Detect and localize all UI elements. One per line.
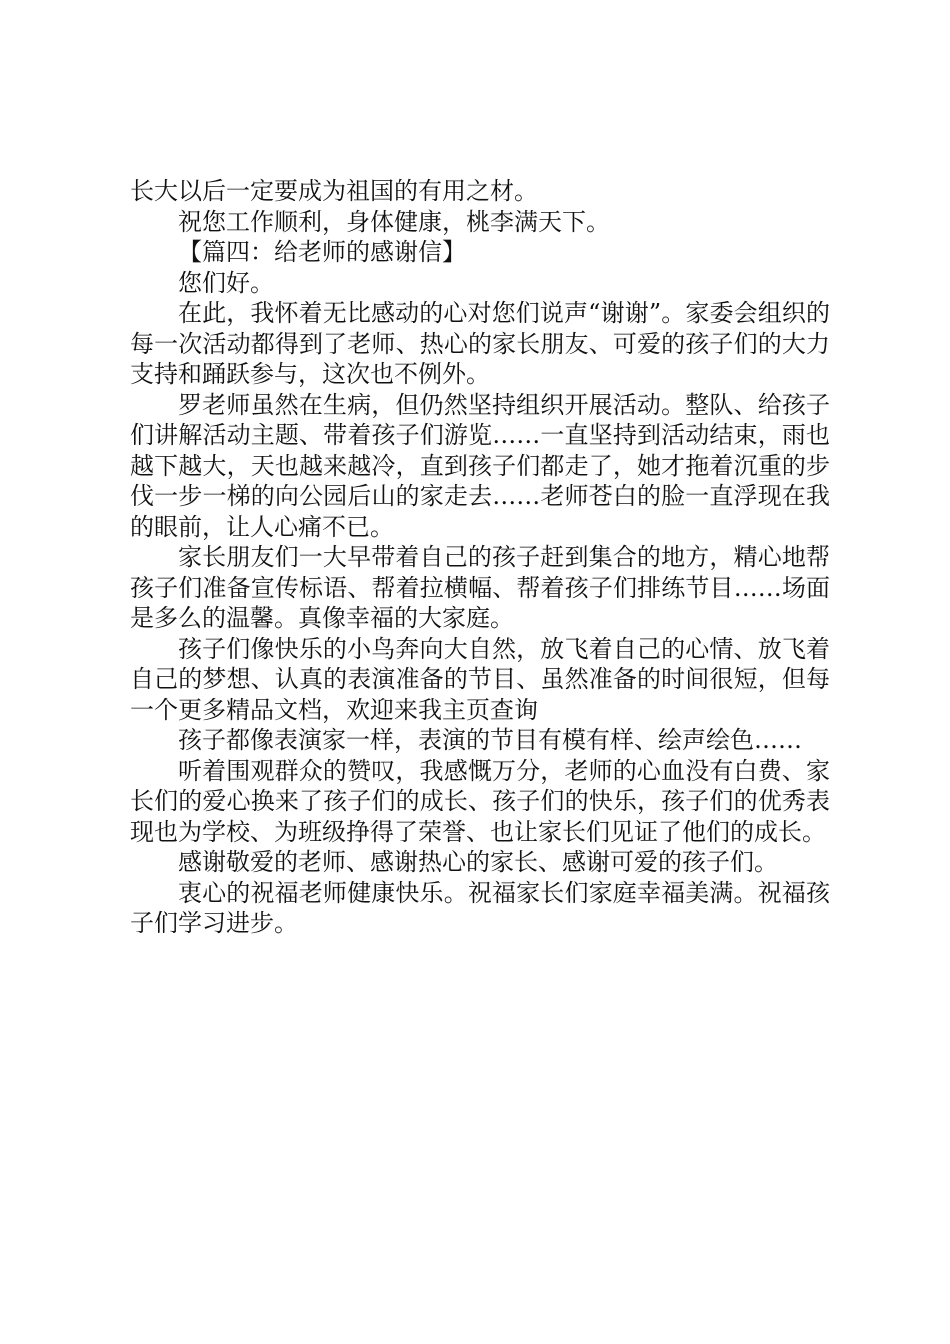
paragraph: 在此，我怀着无比感动的心对您们说声“谢谢”。家委会组织的每一次活动都得到了老师、热心的家长朋友、可爱的孩子们的大力支持和踊跃参与，这次也不例外。 <box>130 299 830 388</box>
paragraph-closing: 衷心的祝福老师健康快乐。祝福家长们家庭幸福美满。祝福孩子们学习进步。 <box>130 878 830 937</box>
section-heading: 【篇四：给老师的感谢信】 <box>178 238 466 266</box>
paragraph-wishes: 祝您工作顺利，身体健康，桃李满天下。 <box>178 207 610 236</box>
letter-body <box>130 176 830 939</box>
letter-greeting: 您们好。 <box>178 268 274 297</box>
paragraph: 家长朋友们一大早带着自己的孩子赶到集合的地方，精心地帮孩子们准备宣传标语、帮着拉横幅、帮着孩子们排练节目……场面是多么的温馨。真像幸福的大家庭。 <box>130 543 830 632</box>
paragraph-continuation: 长大以后一定要成为祖国的有用之材。 <box>130 177 538 205</box>
paragraph: 罗老师虽然在生病，但仍然坚持组织开展活动。整队、给孩子们讲解活动主题、带着孩子们游览……一直坚持到活动结束，雨也越下越大，天也越来越冷，直到孩子们都走了，她才拖着沉重的步伐一步一梯的向公园后山的家走去……老师苍白的脸一直浮现在我的眼前，让人心痛不已。 <box>130 390 830 541</box>
paragraph: 孩子们像快乐的小鸟奔向大自然，放飞着自己的心情、放飞着自己的梦想、认真的表演准备的节目、虽然准备的时间很短，但每一个更多精品文档，欢迎来我主页查询 <box>130 634 830 724</box>
paragraph: 感谢敬爱的老师、感谢热心的家长、感谢可爱的孩子们。 <box>178 848 778 876</box>
paragraph: 听着围观群众的赞叹，我感慨万分，老师的心血没有白费、家长们的爱心换来了孩子们的成长、孩子们的快乐，孩子们的优秀表现也为学校、为班级挣得了荣誉、也让家长们见证了他们的成长。 <box>130 756 830 846</box>
paragraph: 孩子都像表演家一样，表演的节目有模有样、绘声绘色…… <box>178 726 802 754</box>
